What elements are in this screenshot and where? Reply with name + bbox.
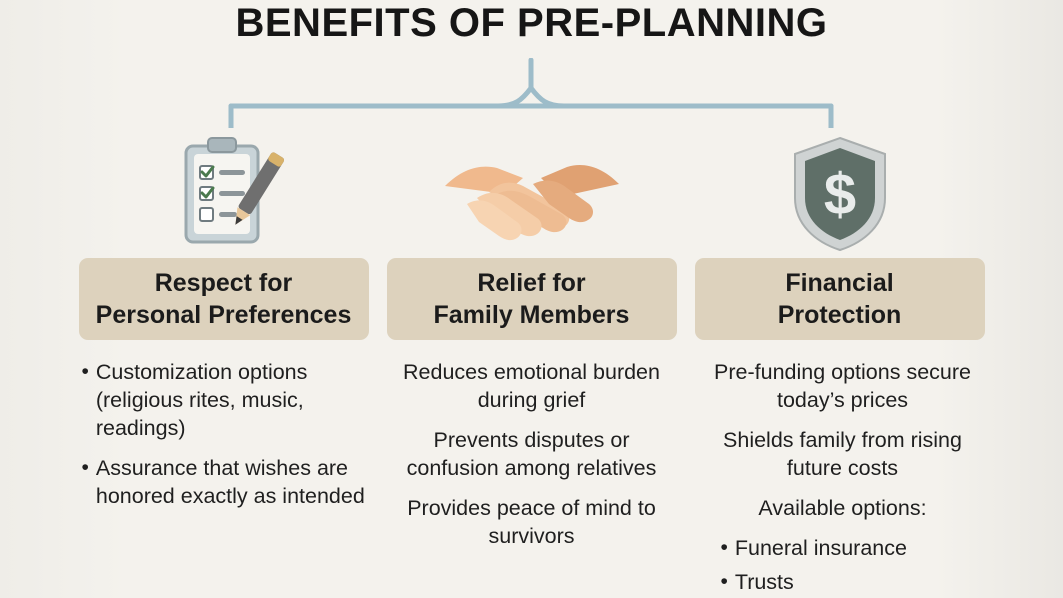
benefit-body-financial xyxy=(691,358,989,598)
bullet-icon: • xyxy=(720,570,728,593)
heading-line-1: Financial xyxy=(785,269,894,297)
benefit-column-relief xyxy=(381,130,683,550)
options-label: Available options: xyxy=(758,496,927,520)
list-item xyxy=(721,534,989,562)
clipboard-checklist-pencil-icon xyxy=(162,130,286,258)
list-item xyxy=(82,358,374,442)
list-item-text: Prevents disputes or confusion among relatives xyxy=(406,428,657,480)
list-item-text: Trusts xyxy=(734,570,794,594)
heading-line-2: Protection xyxy=(777,301,902,329)
list-item-text: Customization options (religious rites, music, readings) xyxy=(95,360,308,440)
heading-line-2: Family Members xyxy=(433,301,630,329)
list-item xyxy=(82,454,374,510)
benefit-body-respect xyxy=(74,358,374,522)
bullet-icon: • xyxy=(81,360,89,383)
page-title: BENEFITS OF PRE-PLANNING xyxy=(235,1,828,45)
svg-text:$: $ xyxy=(823,162,856,227)
list-item-text: Pre-funding options secure today’s prices xyxy=(714,360,971,412)
heading-line-1: Respect for xyxy=(154,269,293,297)
list-item-text: Assurance that wishes are honored exactly as intended xyxy=(95,456,365,508)
benefit-column-financial xyxy=(689,130,991,598)
heading-line-2: Personal Preferences xyxy=(95,301,352,329)
shield-dollar-icon xyxy=(785,130,895,258)
benefit-heading-respect xyxy=(79,258,369,340)
list-item-text: Provides peace of mind to survivors xyxy=(407,496,656,548)
options-list xyxy=(697,534,989,596)
bullet-icon: • xyxy=(81,456,89,479)
bracket-connector xyxy=(0,58,1063,128)
heading-line-1: Relief for xyxy=(477,269,586,297)
list-item-text: Shields family from rising future costs xyxy=(723,428,962,480)
benefit-column-respect xyxy=(73,130,375,522)
benefit-heading-financial xyxy=(695,258,985,340)
list-item xyxy=(721,568,989,596)
benefit-body-relief xyxy=(386,358,678,550)
bullet-icon: • xyxy=(720,536,728,559)
list-item-text: Reduces emotional burden during grief xyxy=(403,360,660,412)
benefit-heading-relief xyxy=(387,258,677,340)
benefit-columns xyxy=(0,130,1063,598)
handshake-icon xyxy=(437,130,627,258)
list-item-text: Funeral insurance xyxy=(734,536,907,560)
